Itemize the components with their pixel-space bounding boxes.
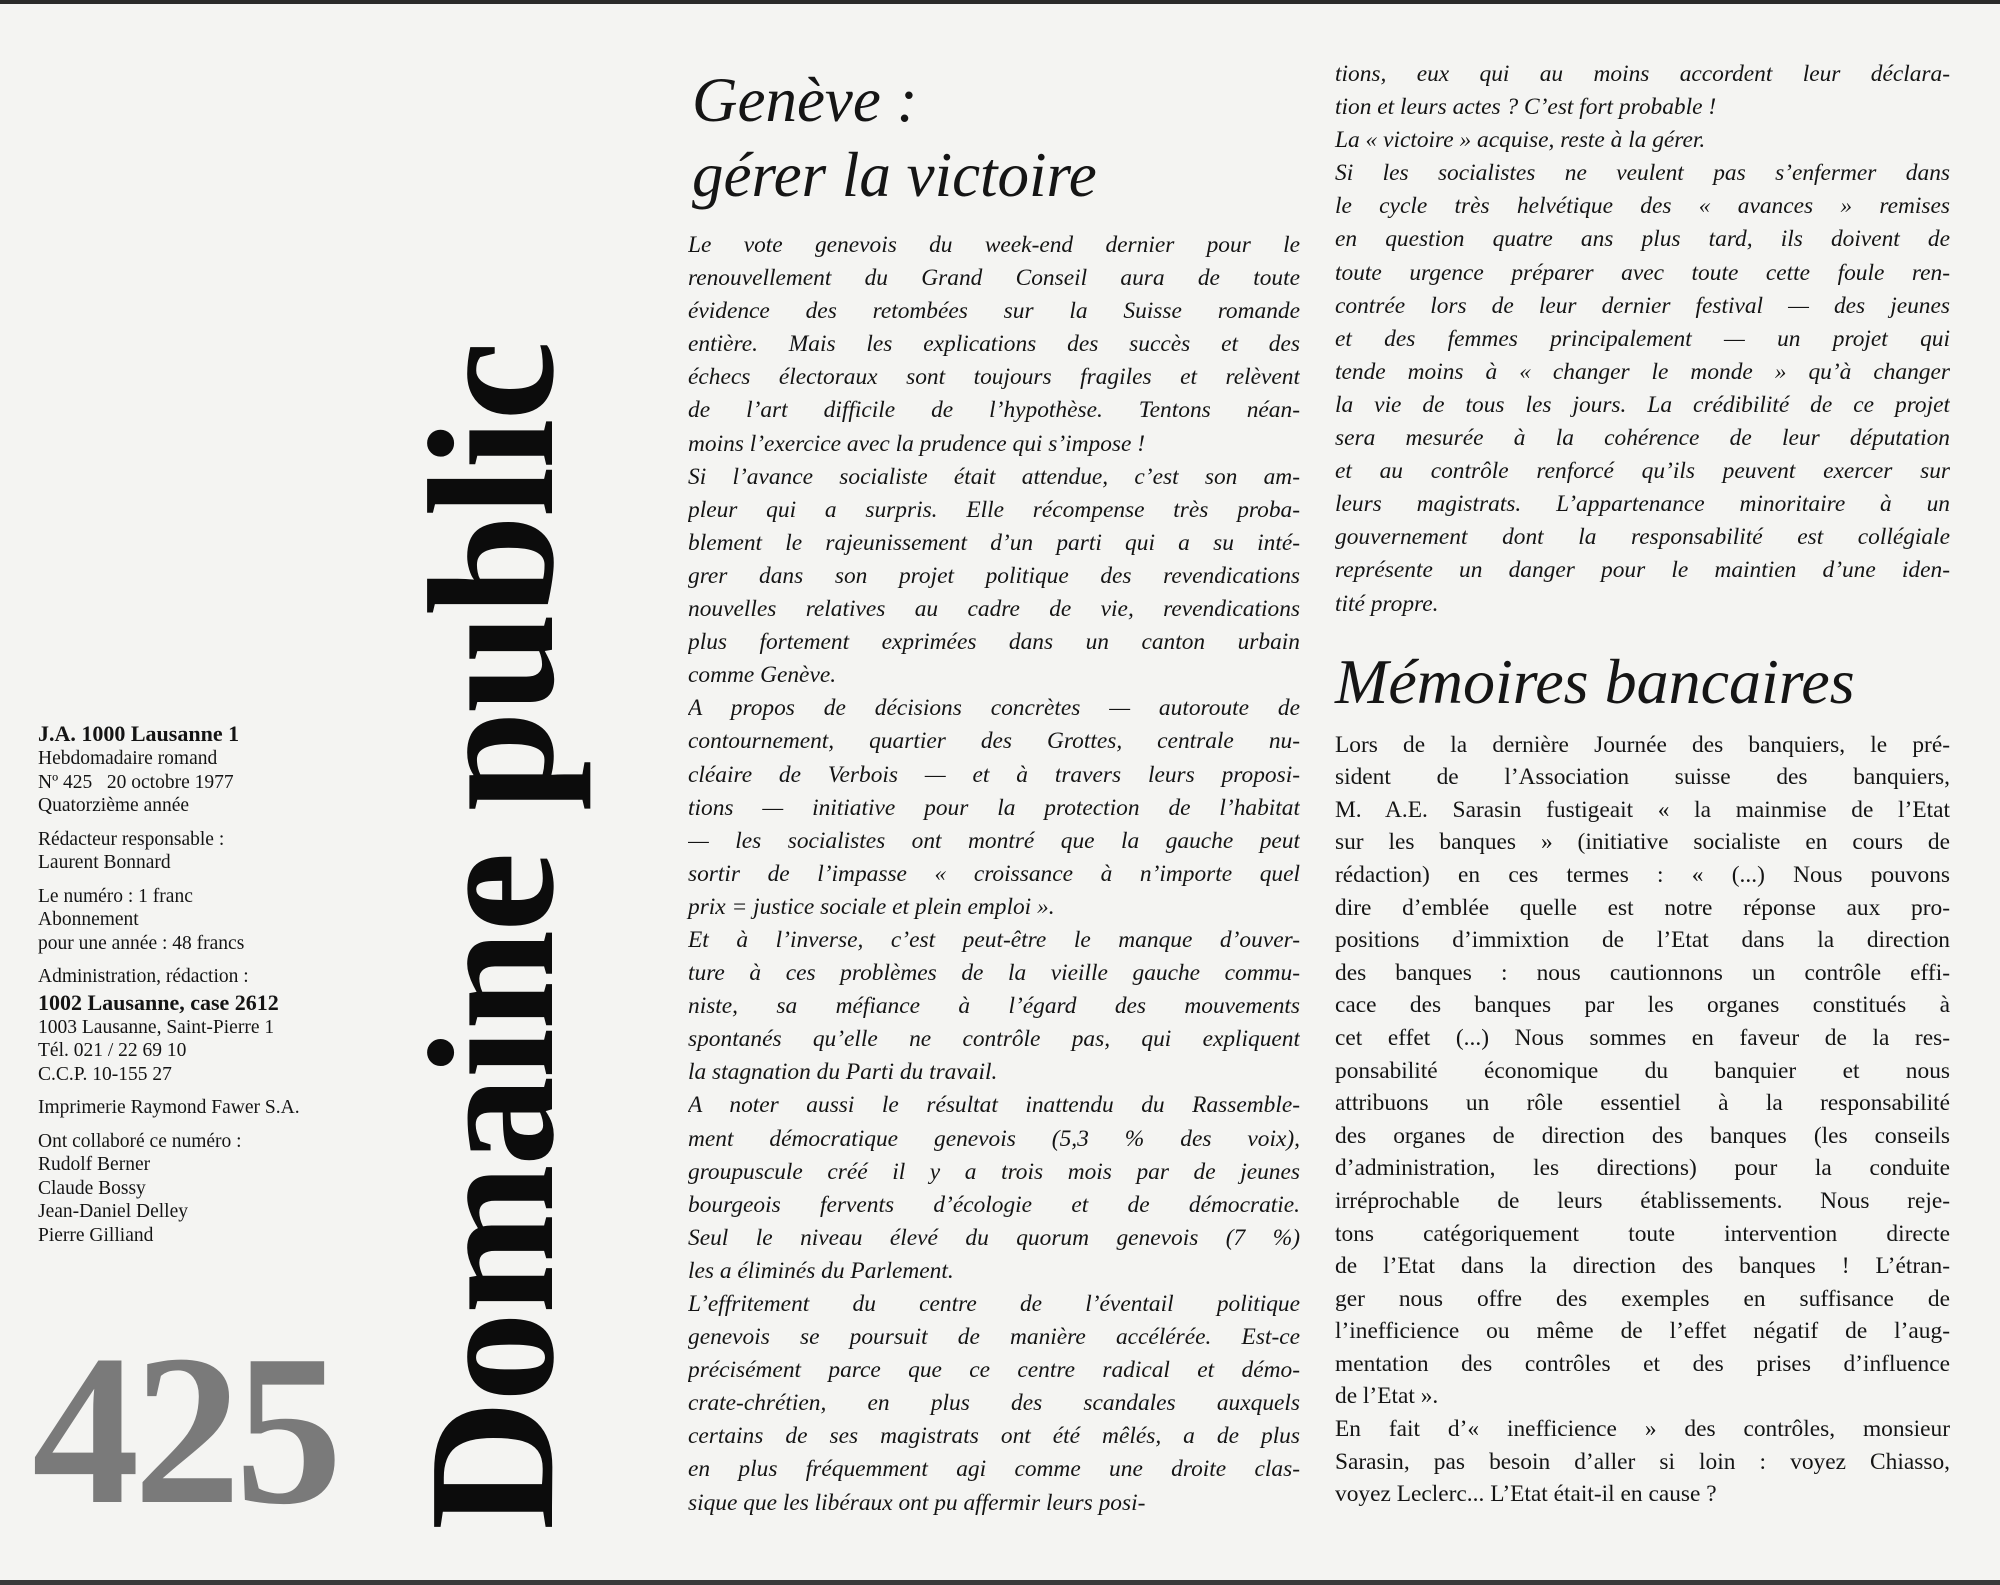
article-memoires-title: Mémoires bancaires <box>1335 645 1855 717</box>
text-line: sortir de l’impasse « croissance à n’importe quel <box>688 860 1300 887</box>
text-line: crate-chrétien, en plus des scandales auxquels <box>688 1390 1300 1417</box>
text-line: des banques : nous cautionnons un contrôle effi- <box>1335 959 1950 986</box>
text-line: Et à l’inverse, c’est peut-être le manque d’ouver- <box>688 926 1300 953</box>
imprint-contributor: Rudolf Berner <box>38 1154 151 1175</box>
text-line: et au contrôle renforcé qu’ils peuvent exercer sur <box>1335 458 1950 485</box>
text-line: en question quatre ans plus tard, ils doivent de <box>1335 226 1950 253</box>
text-line: des organes de direction des banques (les conseils <box>1335 1122 1950 1149</box>
imprint-contributors-group <box>38 1130 418 1248</box>
text-line: cet effet (...) Nous sommes en faveur de la res- <box>1335 1024 1950 1051</box>
article-geneve-title <box>692 63 1300 213</box>
imprint-year: Quatorzième année <box>38 795 190 816</box>
imprint-editor-label: Rédacteur responsable : <box>38 828 225 850</box>
imprint-postal: J.A. 1000 Lausanne 1 <box>38 721 240 746</box>
imprint-price: Le numéro : 1 franc <box>38 885 193 907</box>
imprint-subscription-label: Abonnement <box>38 909 139 930</box>
text-line: représente un danger pour le maintien d’une iden- <box>1335 557 1950 584</box>
imprint-contributor: Claude Bossy <box>38 1177 146 1199</box>
text-line: M. A.E. Sarasin fustigeait « la mainmise de l’Etat <box>1335 796 1950 823</box>
text-line: — les socialistes ont montré que la gauche peut <box>688 827 1300 854</box>
imprint-contributors-label: Ont collaboré ce numéro : <box>38 1130 242 1152</box>
text-line: plus fortement exprimées dans un canton urbain <box>688 629 1300 656</box>
text-line: groupuscule créé il y a trois mois par de jeunes <box>688 1158 1300 1185</box>
article-geneve-column-1 <box>688 55 1300 1520</box>
text-line: Sarasin, pas besoin d’aller si loin : voyez Chiasso, <box>1335 1448 1950 1475</box>
text-line: contrée lors de leur dernier festival — des jeunes <box>1335 292 1950 319</box>
imprint-contributor: Pierre Gilliand <box>38 1224 154 1246</box>
imprint-admin-label: Administration, rédaction : <box>38 966 249 987</box>
text-line: tion et leurs actes ? C’est fort probable ! <box>1335 94 1717 121</box>
text-line: toute urgence préparer avec toute cette foule ren- <box>1335 259 1950 286</box>
text-line: le cycle très helvétique des « avances » remises <box>1335 193 1950 220</box>
text-line: tons catégoriquement toute intervention directe <box>1335 1220 1950 1247</box>
text-line: A noter aussi le résultat inattendu du Rassemble- <box>688 1092 1300 1119</box>
imprint-admin-box: 1002 Lausanne, case 2612 <box>38 989 279 1015</box>
text-line: certains de ses magistrats ont été mêlés, a de plus <box>688 1423 1300 1450</box>
text-line: pleur qui a surpris. Elle récompense très proba- <box>688 496 1300 523</box>
text-line: A propos de décisions concrètes — autoroute de <box>688 695 1300 722</box>
text-line: tité propre. <box>1335 590 1439 617</box>
text-line: tende moins à « changer le monde » qu’à changer <box>1335 358 1950 385</box>
text-line: en plus fréquemment agi comme une droite clas- <box>688 1456 1300 1483</box>
text-line: la vie de tous les jours. La crédibilité de ce projet <box>1335 391 1950 418</box>
imprint-admin-group <box>38 965 418 1086</box>
text-line: Seul le niveau élevé du quorum genevois (7 %) <box>688 1224 1300 1251</box>
text-line: renouvellement du Grand Conseil aura de toute <box>688 265 1300 292</box>
text-line: Si les socialistes ne veulent pas s’enfermer dans <box>1335 160 1950 187</box>
text-line: et des femmes principalement — un projet qui <box>1335 325 1950 352</box>
text-line: d’administration, les directions) pour la conduite <box>1335 1155 1950 1182</box>
text-line: de l’art difficile de l’hypothèse. Tentons néan- <box>688 397 1300 424</box>
article-geneve-title-line: gérer la victoire <box>692 140 1097 210</box>
article-column-2 <box>1335 58 1950 1511</box>
text-line: dire d’emblée quelle est notre réponse aux pro- <box>1335 894 1950 921</box>
text-line: Si l’avance socialiste était attendue, c’est son am- <box>688 463 1300 490</box>
text-line: L’effritement du centre de l’éventail politique <box>688 1291 1300 1317</box>
masthead-title: Domaine public <box>392 342 591 1530</box>
text-line: contournement, quartier des Grottes, centrale nu- <box>688 728 1300 755</box>
text-line: sique que les libéraux ont pu affermir leurs posi- <box>688 1489 1146 1516</box>
text-line: voyez Leclerc... L’Etat était-il en cause ? <box>1335 1481 1717 1508</box>
text-line: rédaction) en ces termes : « (...) Nous pouvons <box>1335 861 1950 888</box>
text-line: positions d’immixtion de l’Etat dans la direction <box>1335 927 1950 954</box>
issue-number: 425 <box>32 1310 337 1549</box>
text-line: prix = justice sociale et plein emploi ». <box>688 893 1055 920</box>
text-line: bourgeois fervents d’écologie et de démocratie. <box>688 1191 1300 1218</box>
text-line: sident de l’Association suisse des banquiers, <box>1335 764 1950 791</box>
text-line: ment démocratique genevois (5,3 % des voix), <box>688 1125 1300 1152</box>
imprint-publication-group <box>38 720 418 818</box>
text-line: sur les banques » (initiative socialiste en cours de <box>1335 829 1950 856</box>
text-line: grer dans son projet politique des revendications <box>688 562 1300 589</box>
imprint-phone: Tél. 021 / 22 69 10 <box>38 1040 187 1061</box>
text-line: ture à ces problèmes de la vieille gauche commu- <box>688 960 1300 987</box>
text-line: tions — initiative pour la protection de l’habitat <box>688 794 1300 821</box>
imprint-issue-line: Nº 425 20 octobre 1977 <box>38 771 234 793</box>
text-line: l’inefficience ou même de l’effet négatif de l’aug- <box>1335 1318 1950 1345</box>
imprint-contributor: Jean-Daniel Delley <box>38 1201 188 1222</box>
text-line: de l’Etat dans la direction des banques ! L’étran- <box>1335 1253 1950 1280</box>
text-line: gouvernement dont la responsabilité est collégiale <box>1335 524 1950 551</box>
text-line: la stagnation du Parti du travail. <box>688 1059 998 1086</box>
text-line: cléaire de Verbois — et à travers leurs proposi- <box>688 761 1300 788</box>
article-geneve-body-part-1 <box>688 229 1300 1520</box>
imprint-publication: Hebdomadaire romand <box>38 748 218 769</box>
text-line: niste, sa méfiance à l’égard des mouvements <box>688 993 1300 1020</box>
article-geneve-title-line: Genève : <box>692 65 918 135</box>
text-line: Lors de la dernière Journée des banquiers, le pré- <box>1335 731 1950 758</box>
scan-top-edge <box>0 0 2000 4</box>
text-line: En fait d’« inefficience » des contrôles, monsieur <box>1335 1416 1950 1443</box>
imprint-block <box>38 720 418 1257</box>
imprint-printer-group <box>38 1096 418 1120</box>
text-line: moins l’exercice avec la prudence qui s’impose ! <box>688 430 1146 457</box>
imprint-editor-name: Laurent Bonnard <box>38 852 171 873</box>
text-line: les a éliminés du Parlement. <box>688 1257 954 1284</box>
imprint-price-group <box>38 885 418 956</box>
scan-bottom-edge <box>0 1580 2000 1585</box>
text-line: cace des banques par les organes constitués à <box>1335 992 1950 1019</box>
text-line: entière. Mais les explications des succès et des <box>688 331 1300 358</box>
text-line: précisément parce que ce centre radical et démo- <box>688 1357 1300 1384</box>
text-line: attribuons un rôle essentiel à la responsabilité <box>1335 1090 1950 1117</box>
text-line: ponsabilité économique du banquier et nous <box>1335 1057 1950 1084</box>
text-line: sera mesurée à la cohérence de leur députation <box>1335 425 1950 452</box>
text-line: genevois se poursuit de manière accélérée. Est-ce <box>688 1324 1300 1351</box>
text-line: spontanés qu’elle ne contrôle pas, qui expliquent <box>688 1026 1300 1053</box>
imprint-address: 1003 Lausanne, Saint-Pierre 1 <box>38 1016 275 1038</box>
article-geneve-body-part-2 <box>1335 58 1950 621</box>
text-line: tions, eux qui au moins accordent leur déclara- <box>1335 61 1950 87</box>
imprint-printer: Imprimerie Raymond Fawer S.A. <box>38 1097 300 1118</box>
text-line: de l’Etat ». <box>1335 1383 1439 1410</box>
article-memoires-body <box>1335 729 1950 1511</box>
text-line: ger nous offre des exemples en suffisance de <box>1335 1285 1950 1312</box>
imprint-subscription-price: pour une année : 48 francs <box>38 932 245 954</box>
text-line: échecs électoraux sont toujours fragiles et relèvent <box>688 364 1300 391</box>
imprint-editor-group <box>38 828 418 875</box>
text-line: évidence des retombées sur la Suisse romande <box>688 298 1300 325</box>
text-line: blement le rajeunissement d’un parti qui a su inté- <box>688 529 1300 556</box>
imprint-ccp: C.C.P. 10-155 27 <box>38 1063 172 1085</box>
text-line: leurs magistrats. L’appartenance minoritaire à un <box>1335 491 1950 518</box>
text-line: mentation des contrôles et des prises d’influence <box>1335 1350 1950 1377</box>
text-line: Le vote genevois du week-end dernier pour le <box>688 232 1300 258</box>
text-line: comme Genève. <box>688 662 837 689</box>
text-line: nouvelles relatives au cadre de vie, revendications <box>688 596 1300 623</box>
text-line: La « victoire » acquise, reste à la gérer. <box>1335 127 1706 154</box>
text-line: irréprochable de leurs établissements. Nous reje- <box>1335 1187 1950 1214</box>
